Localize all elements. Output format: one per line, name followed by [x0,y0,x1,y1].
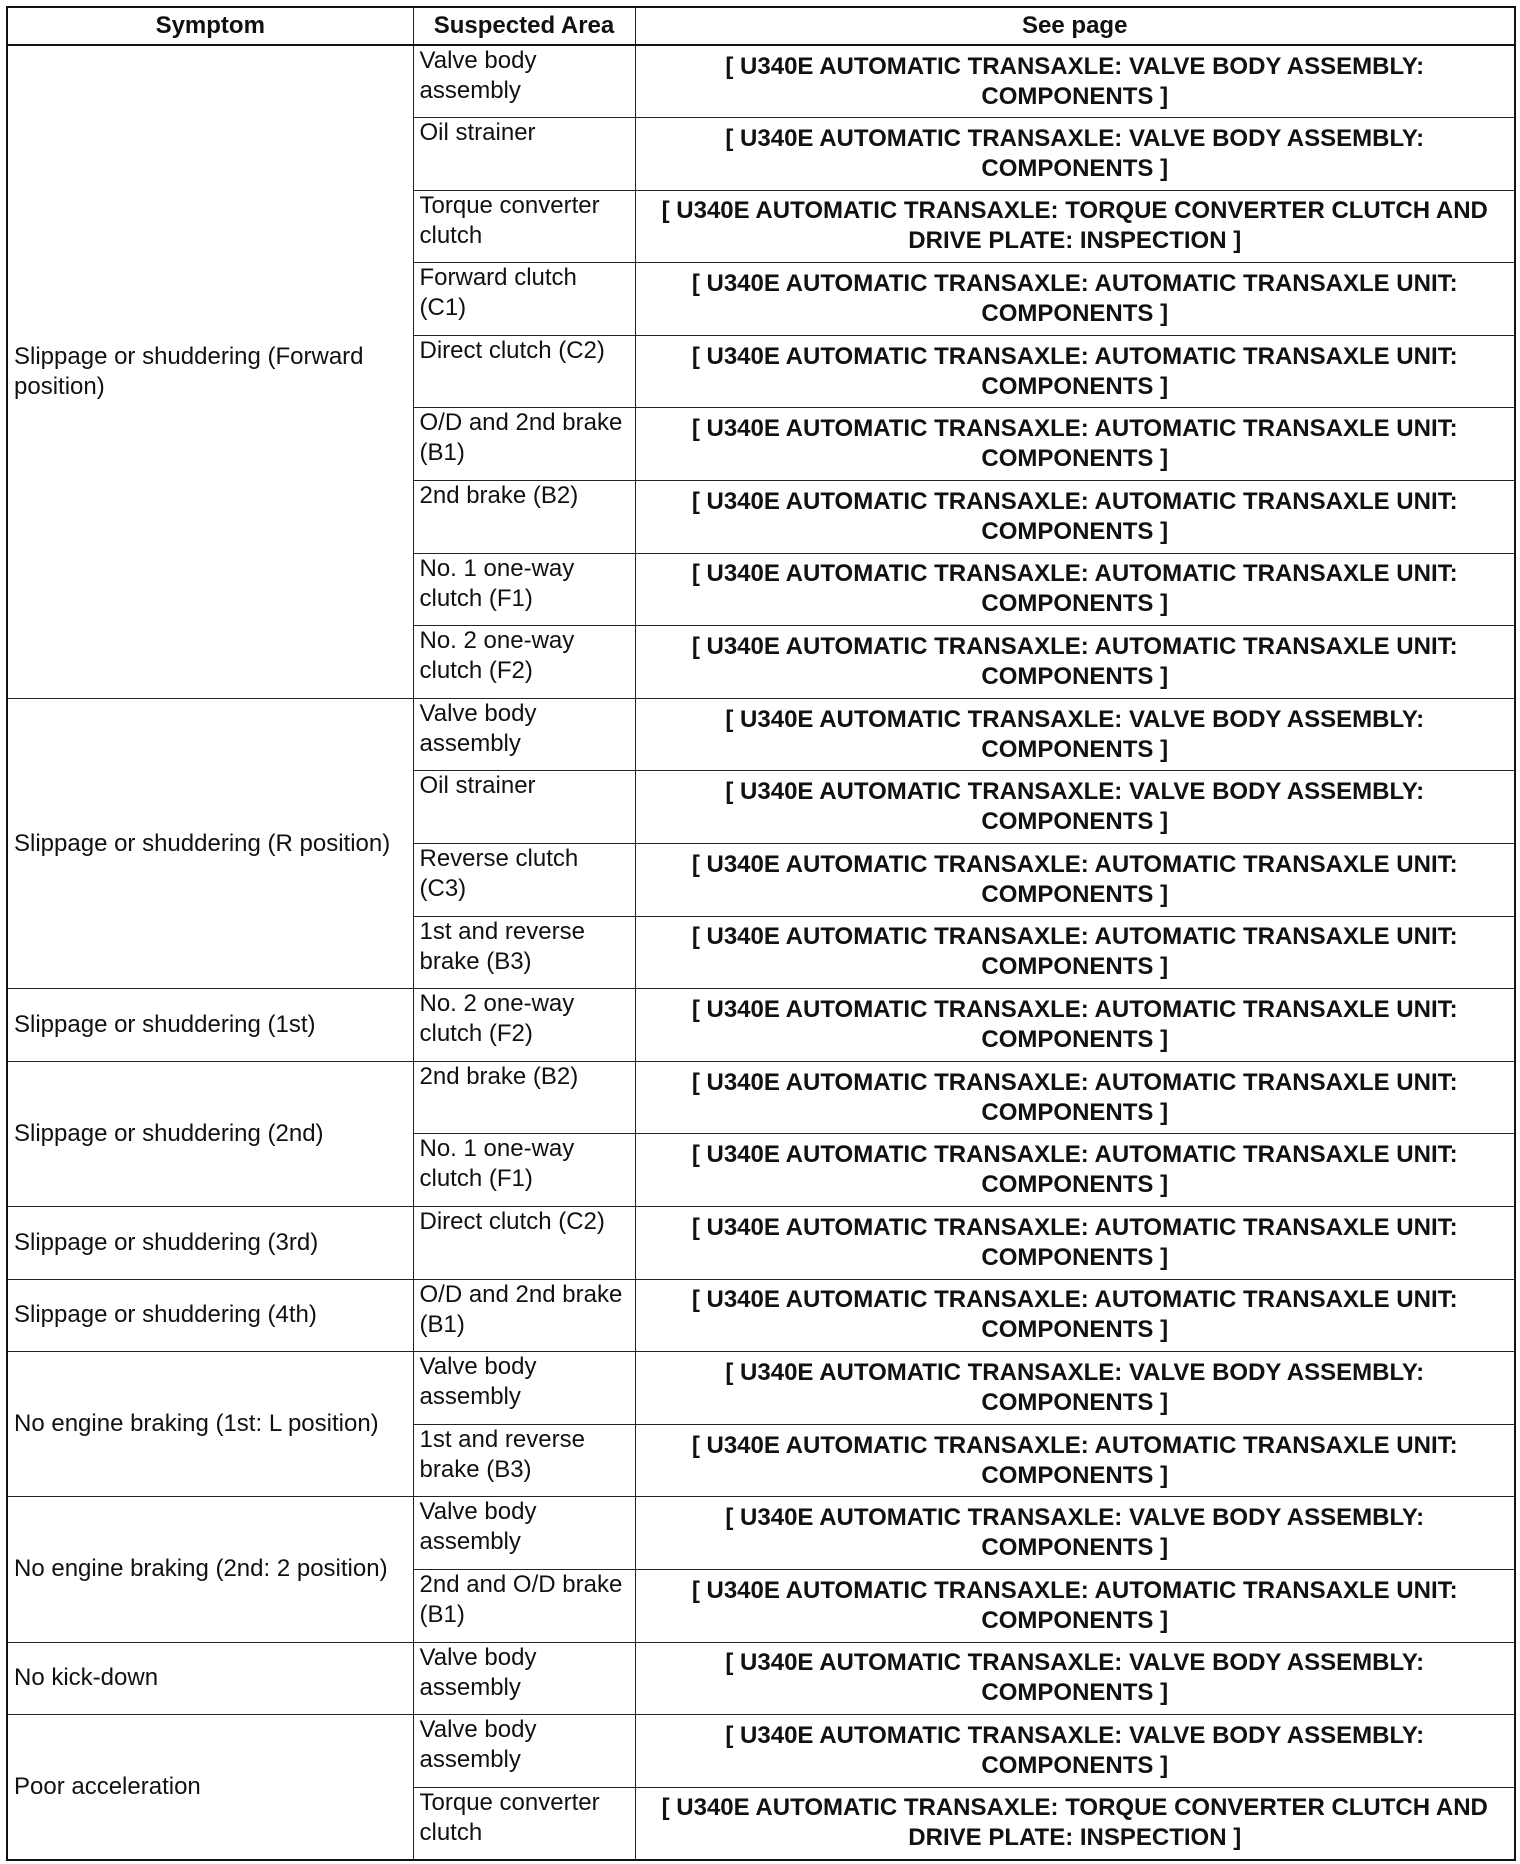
table-row [7,1061,1515,1134]
symptom-cell: No engine braking (1st: L position) [7,1352,413,1497]
symptom-cell: Slippage or shuddering (3rd) [7,1207,413,1280]
see-page-reference[interactable]: [ U340E AUTOMATIC TRANSAXLE: VALVE BODY ASSEMBLY: COMPONENTS ] [635,1642,1515,1715]
see-page-reference[interactable]: [ U340E AUTOMATIC TRANSAXLE: VALVE BODY ASSEMBLY: COMPONENTS ] [635,1715,1515,1788]
see-page-reference[interactable]: [ U340E AUTOMATIC TRANSAXLE: AUTOMATIC TRANSAXLE UNIT: COMPONENTS ] [635,1134,1515,1207]
symptom-cell: Slippage or shuddering (4th) [7,1279,413,1352]
symptom-cell: Poor acceleration [7,1715,413,1860]
suspected-area-cell: Valve body assembly [413,1497,635,1570]
see-page-reference[interactable]: [ U340E AUTOMATIC TRANSAXLE: VALVE BODY ASSEMBLY: COMPONENTS ] [635,1352,1515,1425]
suspected-area-cell: Valve body assembly [413,1352,635,1425]
see-page-reference[interactable]: [ U340E AUTOMATIC TRANSAXLE: AUTOMATIC TRANSAXLE UNIT: COMPONENTS ] [635,1207,1515,1280]
suspected-area-cell: Torque converter clutch [413,190,635,263]
symptom-cell: No engine braking (2nd: 2 position) [7,1497,413,1642]
symptom-cell: No kick-down [7,1642,413,1715]
suspected-area-cell: No. 1 one-way clutch (F1) [413,1134,635,1207]
symptom-cell: Slippage or shuddering (2nd) [7,1061,413,1206]
table-header [7,7,1515,45]
suspected-area-cell: No. 2 one-way clutch (F2) [413,989,635,1062]
suspected-area-cell: 1st and reverse brake (B3) [413,1424,635,1497]
suspected-area-cell: 1st and reverse brake (B3) [413,916,635,989]
suspected-area-cell: Oil strainer [413,118,635,191]
table-row [7,1207,1515,1280]
see-page-reference[interactable]: [ U340E AUTOMATIC TRANSAXLE: AUTOMATIC TRANSAXLE UNIT: COMPONENTS ] [635,989,1515,1062]
suspected-area-cell: Valve body assembly [413,45,635,118]
header-row [7,7,1515,45]
see-page-reference[interactable]: [ U340E AUTOMATIC TRANSAXLE: AUTOMATIC TRANSAXLE UNIT: COMPONENTS ] [635,916,1515,989]
suspected-area-cell: Direct clutch (C2) [413,1207,635,1280]
see-page-reference[interactable]: [ U340E AUTOMATIC TRANSAXLE: AUTOMATIC TRANSAXLE UNIT: COMPONENTS ] [635,844,1515,917]
see-page-reference[interactable]: [ U340E AUTOMATIC TRANSAXLE: AUTOMATIC TRANSAXLE UNIT: COMPONENTS ] [635,553,1515,626]
see-page-reference[interactable]: [ U340E AUTOMATIC TRANSAXLE: AUTOMATIC TRANSAXLE UNIT: COMPONENTS ] [635,1569,1515,1642]
see-page-reference[interactable]: [ U340E AUTOMATIC TRANSAXLE: TORQUE CONVERTER CLUTCH AND DRIVE PLATE: INSPECTION ] [635,190,1515,263]
header-suspected-area: Suspected Area [413,7,635,45]
suspected-area-cell: 2nd brake (B2) [413,1061,635,1134]
suspected-area-cell: 2nd and O/D brake (B1) [413,1569,635,1642]
see-page-reference[interactable]: [ U340E AUTOMATIC TRANSAXLE: VALVE BODY ASSEMBLY: COMPONENTS ] [635,771,1515,844]
see-page-reference[interactable]: [ U340E AUTOMATIC TRANSAXLE: AUTOMATIC TRANSAXLE UNIT: COMPONENTS ] [635,626,1515,699]
see-page-reference[interactable]: [ U340E AUTOMATIC TRANSAXLE: VALVE BODY ASSEMBLY: COMPONENTS ] [635,698,1515,771]
see-page-reference[interactable]: [ U340E AUTOMATIC TRANSAXLE: TORQUE CONVERTER CLUTCH AND DRIVE PLATE: INSPECTION ] [635,1787,1515,1860]
suspected-area-cell: Direct clutch (C2) [413,335,635,408]
troubleshooting-table [6,6,1516,1861]
table-row [7,1352,1515,1425]
suspected-area-cell: Forward clutch (C1) [413,263,635,336]
suspected-area-cell: Valve body assembly [413,1715,635,1788]
suspected-area-cell: Valve body assembly [413,1642,635,1715]
suspected-area-cell: Reverse clutch (C3) [413,844,635,917]
header-symptom: Symptom [7,7,413,45]
see-page-reference[interactable]: [ U340E AUTOMATIC TRANSAXLE: AUTOMATIC TRANSAXLE UNIT: COMPONENTS ] [635,481,1515,554]
table-row [7,1497,1515,1570]
header-see-page: See page [635,7,1515,45]
symptom-cell: Slippage or shuddering (Forward position) [7,45,413,698]
suspected-area-cell: Torque converter clutch [413,1787,635,1860]
suspected-area-cell: O/D and 2nd brake (B1) [413,408,635,481]
symptom-cell: Slippage or shuddering (R position) [7,698,413,988]
suspected-area-cell: 2nd brake (B2) [413,481,635,554]
see-page-reference[interactable]: [ U340E AUTOMATIC TRANSAXLE: AUTOMATIC TRANSAXLE UNIT: COMPONENTS ] [635,1279,1515,1352]
see-page-reference[interactable]: [ U340E AUTOMATIC TRANSAXLE: AUTOMATIC TRANSAXLE UNIT: COMPONENTS ] [635,263,1515,336]
table-row [7,1642,1515,1715]
see-page-reference[interactable]: [ U340E AUTOMATIC TRANSAXLE: VALVE BODY ASSEMBLY: COMPONENTS ] [635,1497,1515,1570]
see-page-reference[interactable]: [ U340E AUTOMATIC TRANSAXLE: AUTOMATIC TRANSAXLE UNIT: COMPONENTS ] [635,1424,1515,1497]
see-page-reference[interactable]: [ U340E AUTOMATIC TRANSAXLE: VALVE BODY ASSEMBLY: COMPONENTS ] [635,45,1515,118]
suspected-area-cell: O/D and 2nd brake (B1) [413,1279,635,1352]
symptom-cell: Slippage or shuddering (1st) [7,989,413,1062]
table-row [7,989,1515,1062]
table-row [7,45,1515,118]
see-page-reference[interactable]: [ U340E AUTOMATIC TRANSAXLE: VALVE BODY ASSEMBLY: COMPONENTS ] [635,118,1515,191]
see-page-reference[interactable]: [ U340E AUTOMATIC TRANSAXLE: AUTOMATIC TRANSAXLE UNIT: COMPONENTS ] [635,1061,1515,1134]
suspected-area-cell: No. 1 one-way clutch (F1) [413,553,635,626]
see-page-reference[interactable]: [ U340E AUTOMATIC TRANSAXLE: AUTOMATIC TRANSAXLE UNIT: COMPONENTS ] [635,335,1515,408]
suspected-area-cell: Valve body assembly [413,698,635,771]
see-page-reference[interactable]: [ U340E AUTOMATIC TRANSAXLE: AUTOMATIC TRANSAXLE UNIT: COMPONENTS ] [635,408,1515,481]
table-body [7,45,1515,1860]
suspected-area-cell: Oil strainer [413,771,635,844]
table-row [7,698,1515,771]
table-row [7,1279,1515,1352]
suspected-area-cell: No. 2 one-way clutch (F2) [413,626,635,699]
table-row [7,1715,1515,1788]
